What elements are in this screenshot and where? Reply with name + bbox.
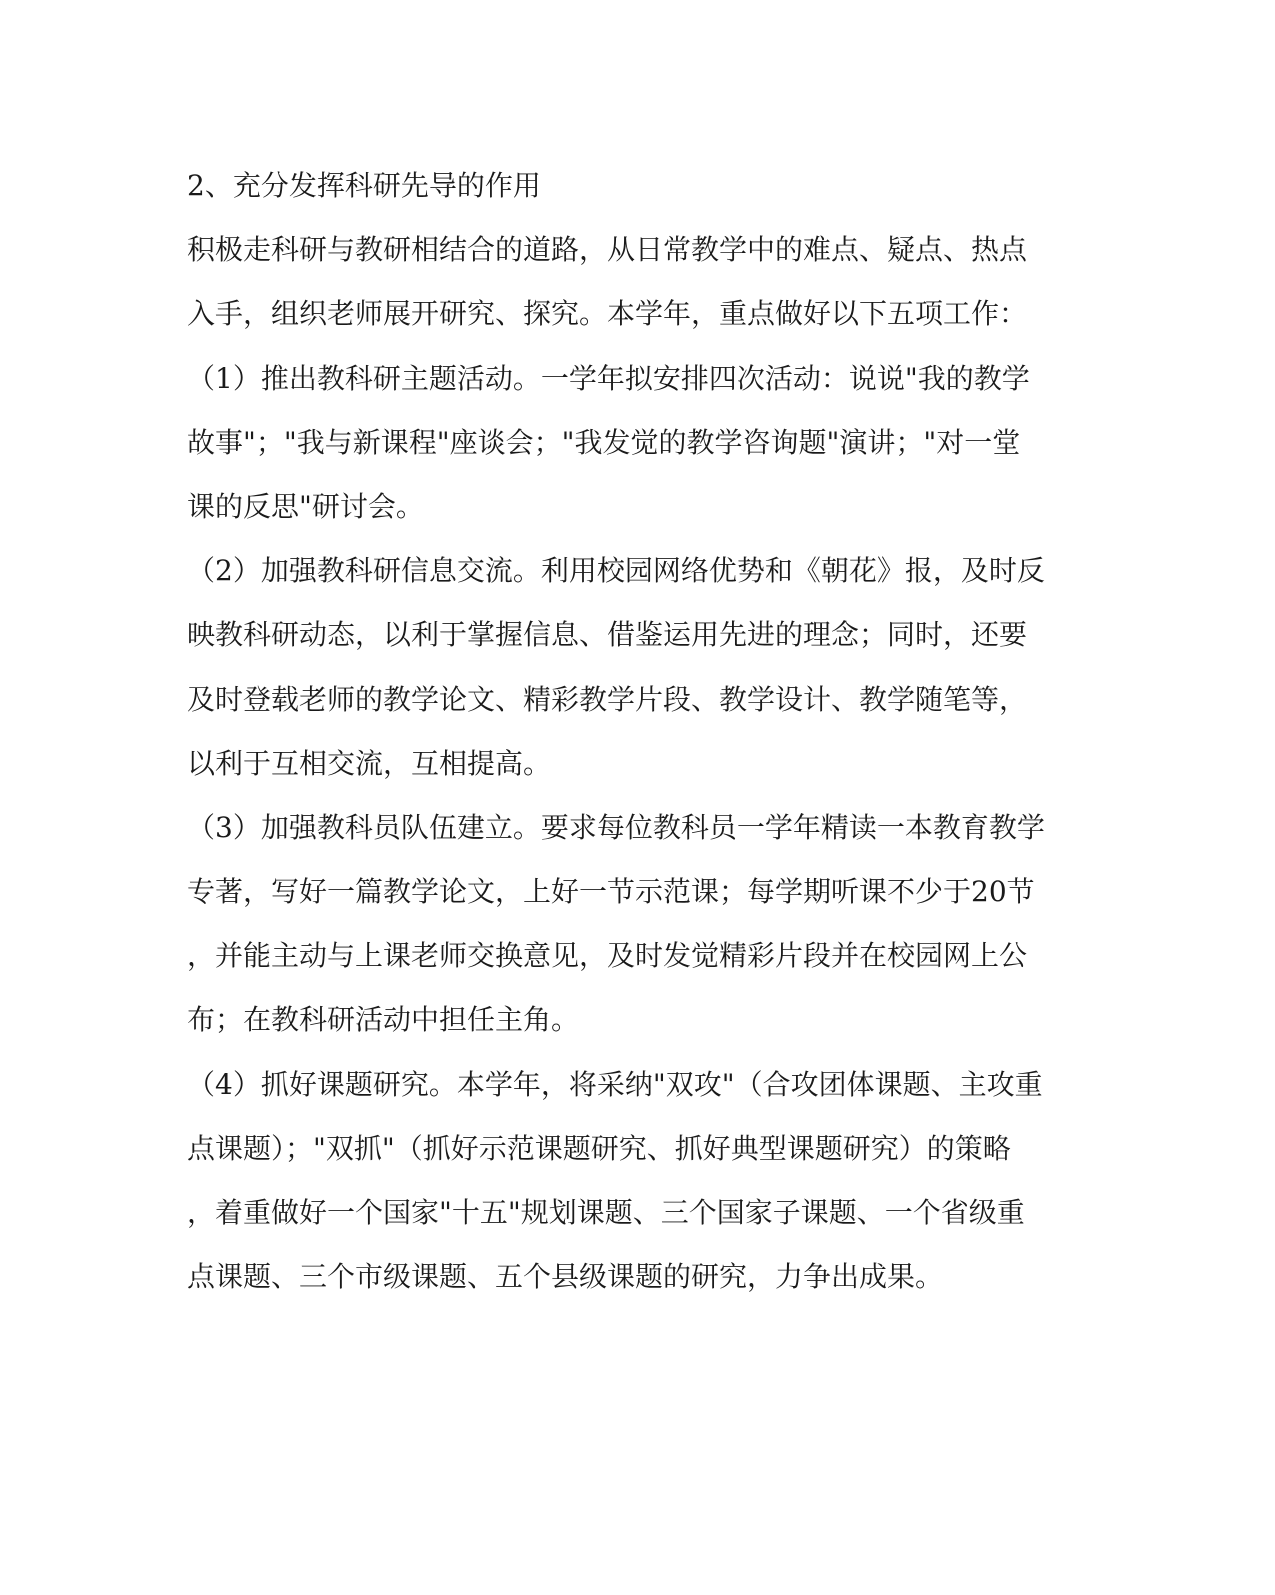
text-line: 故事"；"我与新课程"座谈会；"我发觉的教学咨询题"演讲；"对一堂 [187, 425, 1021, 459]
text-line: （2）加强教科研信息交流。利用校园网络优势和《朝花》报，及时反 [187, 554, 1045, 588]
text-line: 点课题）；"双抓"（抓好示范课题研究、抓好典型课题研究）的策略 [187, 1131, 1011, 1165]
text-line: 映教科研动态，以利于掌握信息、借鉴运用先进的理念；同时，还要 [187, 618, 1028, 652]
text-line: （1）推出教科研主题活动。一学年拟安排四次活动：说说"我的教学 [187, 361, 1030, 395]
text-line: 点课题、三个市级课题、五个县级课题的研究，力争出成果。 [187, 1260, 944, 1294]
text-line: （3）加强教科员队伍建立。要求每位教科员一学年精读一本教育教学 [187, 810, 1045, 844]
text-line: 以利于互相交流，互相提高。 [187, 746, 552, 780]
text-line: 入手，组织老师展开研究、探究。本学年，重点做好以下五项工作： [187, 297, 1028, 331]
section-heading: 2、充分发挥科研先导的作用 [187, 169, 541, 202]
text-line: （4）抓好课题研究。本学年，将采纳"双攻"（合攻团体课题、主攻重 [187, 1067, 1043, 1101]
text-line: ，并能主动与上课老师交换意见，及时发觉精彩片段并在校园网上公 [187, 939, 1028, 973]
text-line: 专著，写好一篇教学论文，上好一节示范课；每学期听课不少于20节 [187, 875, 1035, 909]
text-line: 及时登载老师的教学论文、精彩教学片段、教学设计、教学随笔等， [187, 682, 1028, 716]
text-line: 课的反思"研讨会。 [187, 489, 424, 523]
text-line: ，着重做好一个国家"十五"规划课题、三个国家子课题、一个省级重 [187, 1196, 1025, 1229]
text-line: 布；在教科研活动中担任主角。 [187, 1003, 580, 1037]
body-text [187, 154, 1067, 1309]
text-line: 积极走科研与教研相结合的道路，从日常教学中的难点、疑点、热点 [187, 233, 1028, 267]
